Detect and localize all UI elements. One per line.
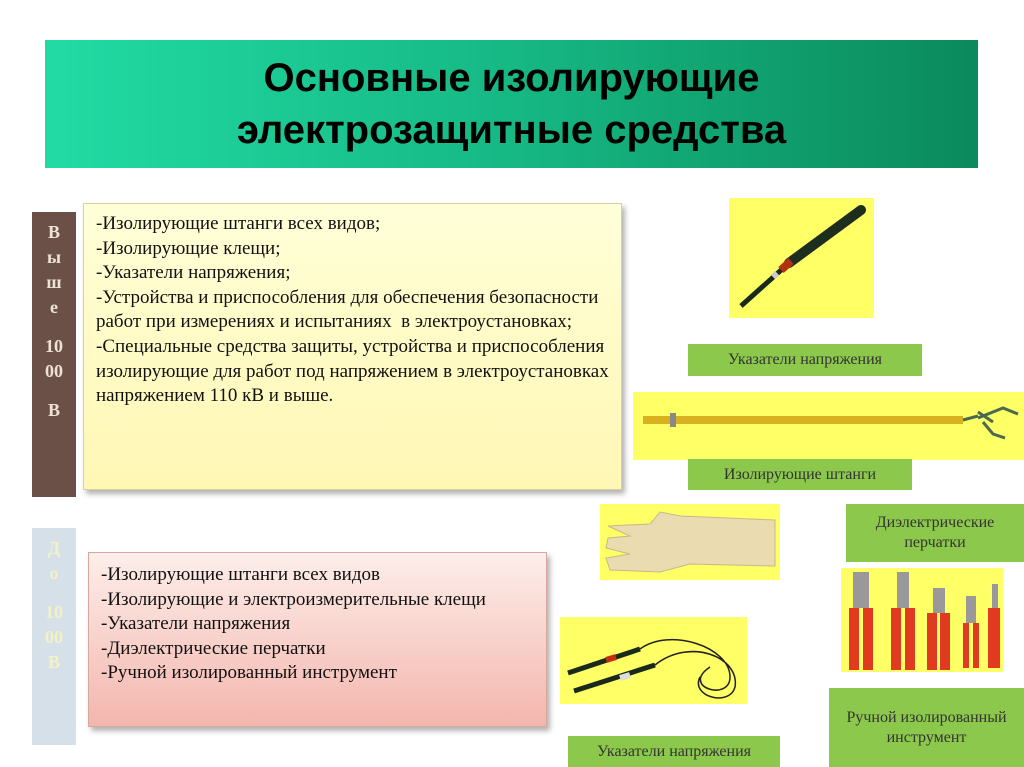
side-label-above-1000v	[32, 212, 76, 497]
list-item: -Ручной изолированный инструмент	[101, 662, 397, 684]
side-char: В	[47, 400, 60, 420]
side-char: е	[50, 297, 58, 317]
list-below-1000v	[88, 552, 547, 727]
side-char: В	[47, 652, 60, 672]
side-char: 10	[45, 602, 63, 622]
list-item: -Изолирующие штанги всех видов	[101, 564, 380, 585]
caption-dielectric-gloves: Диэлектрические перчатки	[846, 504, 1024, 562]
caption-voltage-indicator-bottom: Указатели напряжения	[568, 736, 780, 767]
side-char: ш	[46, 272, 62, 292]
side-char: 00	[45, 627, 63, 647]
list-item: -Изолирующие и электроизмерительные клещи	[101, 588, 486, 610]
voltage-probes-image	[560, 617, 747, 704]
caption-insulating-rods: Изолирующие штанги	[688, 459, 912, 490]
list-above-1000v	[83, 203, 622, 490]
list-item: -Указатели напряжения;	[96, 262, 291, 284]
list-item: -Устройства и приспособления для обеспечения безопасности работ при измерениях и испытаниях в электроустановках;	[96, 286, 604, 333]
caption-voltage-indicator: Указатели напряжения	[688, 344, 922, 376]
title-line-1: Основные изолирующие	[263, 56, 760, 100]
title-line-2: электрозащитные средства	[236, 108, 787, 152]
side-char: о	[49, 563, 59, 583]
dielectric-glove-image	[600, 504, 780, 580]
list-item: -Специальные средства защиты, устройства и приспособления изолирующие для работ под напряжением в электроустановках напряжением 110 кВ и выше.	[96, 335, 614, 407]
list-item: -Диэлектрические перчатки	[101, 637, 326, 659]
voltage-indicator-image	[729, 198, 874, 318]
side-char: 10	[45, 336, 63, 356]
insulating-rod-image	[633, 392, 1024, 460]
list-item: -Изолирующие штанги всех видов;	[96, 213, 381, 234]
list-item: -Изолирующие клещи;	[96, 237, 281, 259]
side-char: В	[47, 222, 60, 242]
side-label-below-1000v	[32, 528, 76, 745]
caption-hand-tools: Ручной изолированный инструмент	[829, 688, 1024, 767]
slide-title	[45, 40, 978, 168]
insulated-tools-image	[841, 568, 1003, 672]
list-item: -Указатели напряжения	[101, 613, 291, 635]
side-char: Д	[47, 538, 61, 558]
side-char: ы	[46, 247, 62, 267]
side-char: 00	[45, 361, 63, 381]
